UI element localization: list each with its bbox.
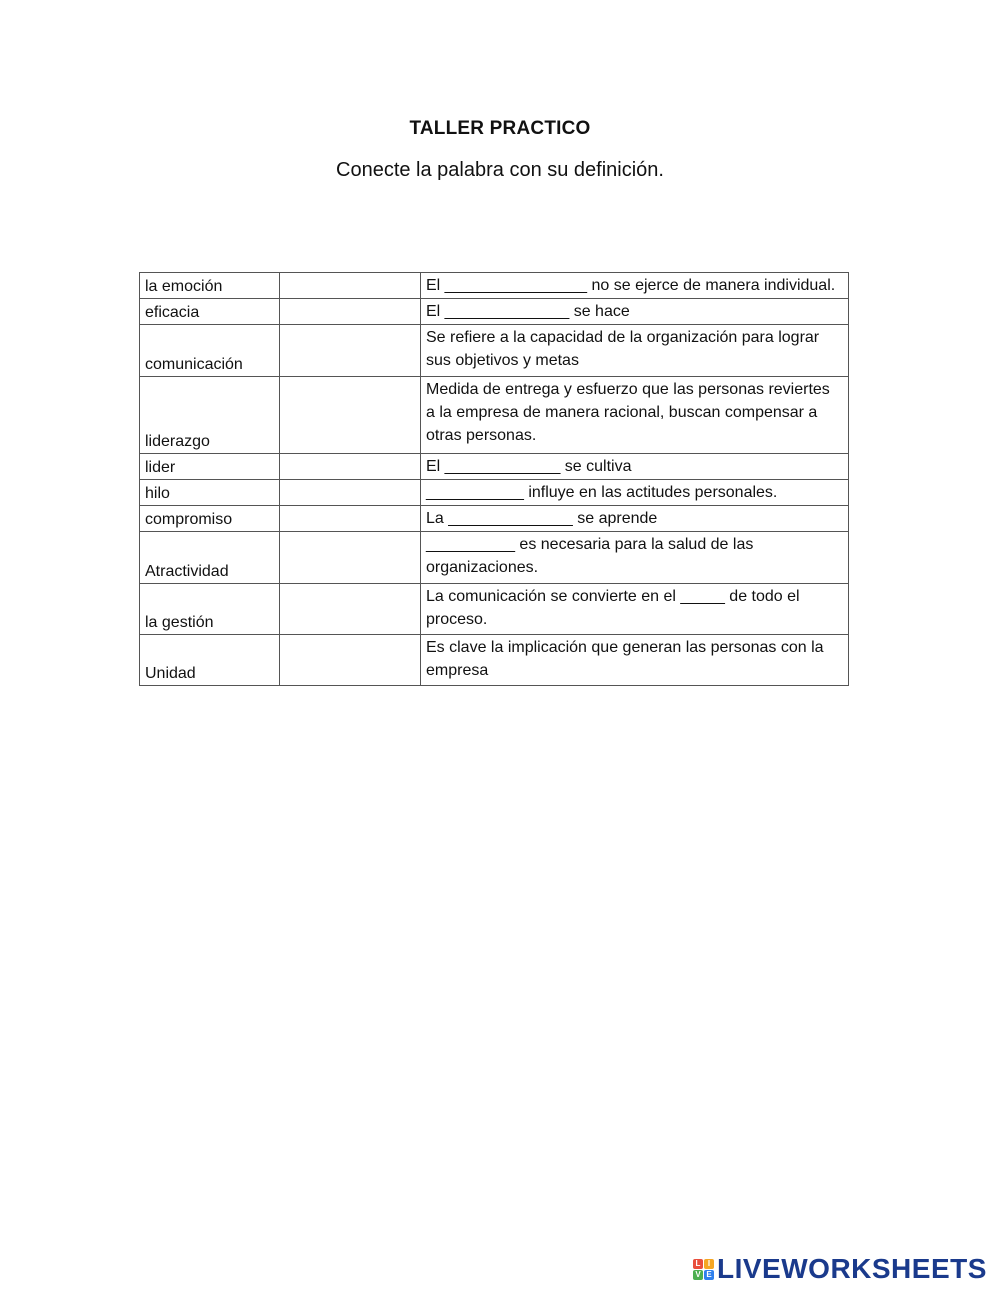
- logo-square-v: V: [693, 1270, 703, 1280]
- answer-cell[interactable]: [280, 377, 421, 454]
- matching-table: [139, 272, 849, 686]
- worksheet-title: TALLER PRACTICO: [409, 118, 591, 139]
- answer-cell[interactable]: [280, 454, 421, 480]
- word-cell: liderazgo: [140, 377, 280, 454]
- table-row: [140, 299, 849, 325]
- table-row: [140, 325, 849, 377]
- answer-cell[interactable]: [280, 635, 421, 686]
- definition-cell: Es clave la implicación que generan las personas con la empresa: [421, 635, 849, 686]
- word-cell: hilo: [140, 480, 280, 506]
- table-row: [140, 532, 849, 584]
- answer-cell[interactable]: [280, 584, 421, 635]
- definition-cell: ___________ influye en las actitudes personales.: [421, 480, 849, 506]
- word-cell: Atractividad: [140, 532, 280, 584]
- word-cell: compromiso: [140, 506, 280, 532]
- logo-square-l: L: [693, 1259, 703, 1269]
- definition-cell: El ________________ no se ejerce de manera individual.: [421, 273, 849, 299]
- table-row: [140, 480, 849, 506]
- answer-cell[interactable]: [280, 273, 421, 299]
- answer-cell[interactable]: [280, 532, 421, 584]
- word-cell: lider: [140, 454, 280, 480]
- table-row: [140, 506, 849, 532]
- logo-icon: [693, 1259, 714, 1280]
- word-cell: eficacia: [140, 299, 280, 325]
- word-cell: la emoción: [140, 273, 280, 299]
- word-cell: Unidad: [140, 635, 280, 686]
- definition-cell: Se refiere a la capacidad de la organización para lograr sus objetivos y metas: [421, 325, 849, 377]
- logo-square-i: I: [704, 1259, 714, 1269]
- definition-cell: El _____________ se cultiva: [421, 454, 849, 480]
- answer-cell[interactable]: [280, 480, 421, 506]
- table-row: [140, 377, 849, 454]
- answer-cell[interactable]: [280, 299, 421, 325]
- table-row: [140, 273, 849, 299]
- logo-square-e: E: [704, 1270, 714, 1280]
- definition-cell: __________ es necesaria para la salud de las organizaciones.: [421, 532, 849, 584]
- table-row: [140, 584, 849, 635]
- definition-cell: El ______________ se hace: [421, 299, 849, 325]
- answer-cell[interactable]: [280, 325, 421, 377]
- definition-cell: La ______________ se aprende: [421, 506, 849, 532]
- liveworksheets-logo[interactable]: [693, 1254, 987, 1284]
- table-row: [140, 635, 849, 686]
- word-cell: la gestión: [140, 584, 280, 635]
- logo-text: LIVEWORKSHEETS: [717, 1253, 987, 1284]
- definition-cell: La comunicación se convierte en el _____ de todo el proceso.: [421, 584, 849, 635]
- word-cell: comunicación: [140, 325, 280, 377]
- table-row: [140, 454, 849, 480]
- answer-cell[interactable]: [280, 506, 421, 532]
- worksheet-instruction: Conecte la palabra con su definición.: [336, 159, 664, 181]
- definition-cell: Medida de entrega y esfuerzo que las personas reviertes a la empresa de manera racional, buscan compensar a otras personas.: [421, 377, 849, 454]
